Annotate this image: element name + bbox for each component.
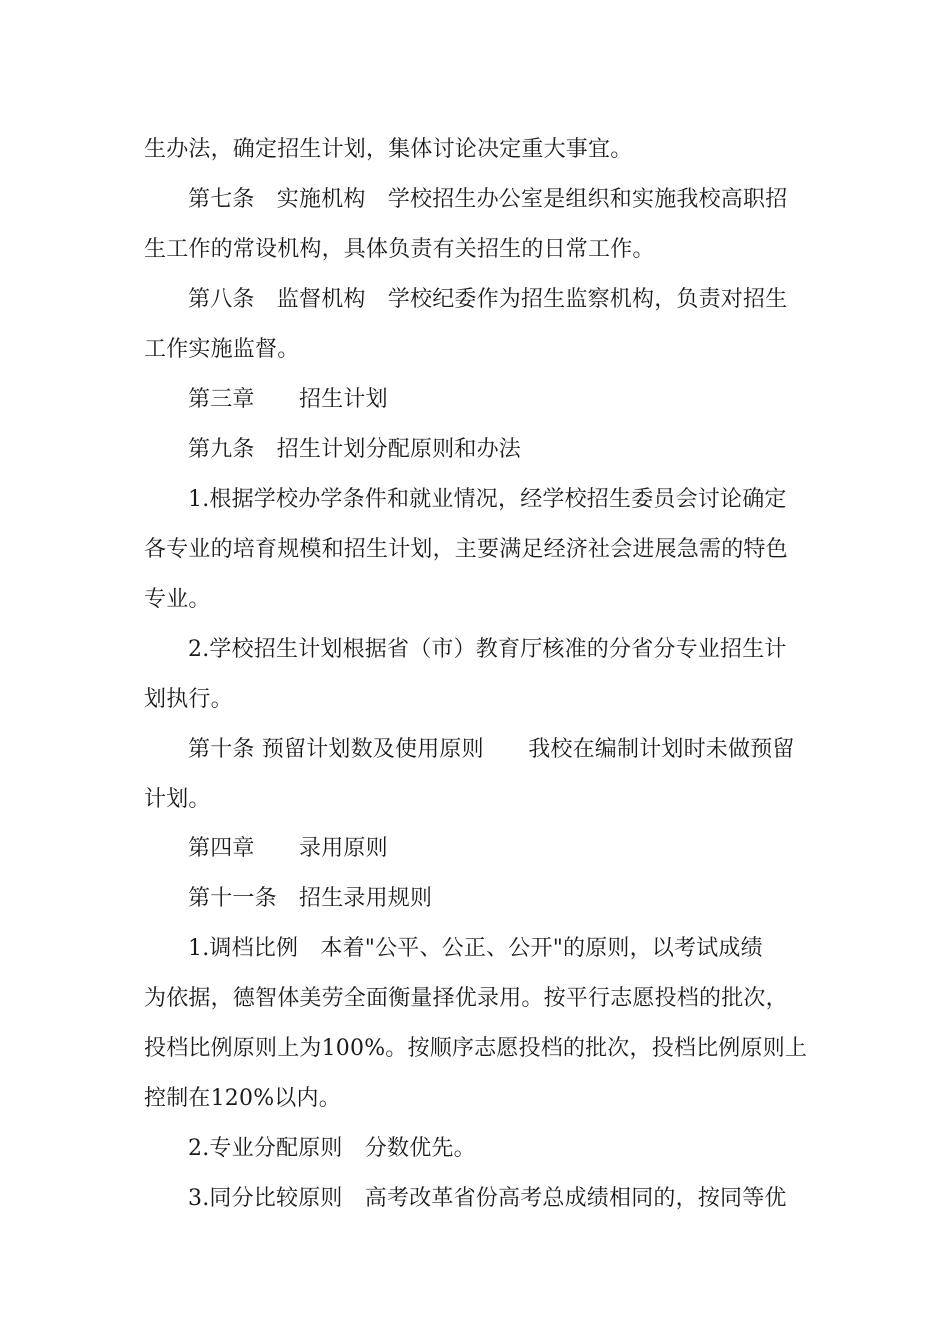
article-7-heading: 第七条 实施机构 学校招生办公室是组织和实施我校高职招 xyxy=(188,187,788,212)
list-item-3: 3.同分比较原则 高考改革省份高考总成绩相同的，按同等优 xyxy=(188,1186,787,1211)
chapter-4-heading: 第四章 录用原则 xyxy=(188,836,388,861)
list-item-1: 1.调档比例 本着"公平、公正、公开"的原则，以考试成绩 xyxy=(188,936,763,961)
text-line: 控制在120%以内。 xyxy=(144,1086,341,1111)
article-10-heading: 第十条 预留计划数及使用原则 我校在编制计划时未做预留 xyxy=(188,737,795,762)
text-line: 工作实施监督。 xyxy=(144,337,300,362)
text-line: 为依据，德智体美劳全面衡量择优录用。按平行志愿投档的批次， xyxy=(144,986,788,1011)
article-8-heading: 第八条 监督机构 学校纪委作为招生监察机构，负责对招生 xyxy=(188,287,788,312)
text-line: 投档比例原则上为100%。按顺序志愿投档的批次，投档比例原则上 xyxy=(144,1036,808,1061)
list-item-2: 2.学校招生计划根据省（市）教育厅核准的分省分专业招生计 xyxy=(188,637,787,662)
article-11-heading: 第十一条 招生录用规则 xyxy=(188,886,433,911)
text-line: 生办法，确定招生计划，集体讨论决定重大事宜。 xyxy=(144,137,633,162)
text-line: 生工作的常设机构，具体负责有关招生的日常工作。 xyxy=(144,237,655,262)
text-line: 专业。 xyxy=(144,587,211,612)
list-item-1: 1.根据学校办学条件和就业情况，经学校招生委员会讨论确定 xyxy=(188,487,787,512)
chapter-3-heading: 第三章 招生计划 xyxy=(188,387,388,412)
list-item-2: 2.专业分配原则 分数优先。 xyxy=(188,1136,476,1161)
article-9-heading: 第九条 招生计划分配原则和办法 xyxy=(188,437,522,462)
text-line: 各专业的培育规模和招生计划，主要满足经济社会进展急需的特色 xyxy=(144,537,788,562)
text-line: 划执行。 xyxy=(144,687,233,712)
text-line: 计划。 xyxy=(144,787,211,812)
